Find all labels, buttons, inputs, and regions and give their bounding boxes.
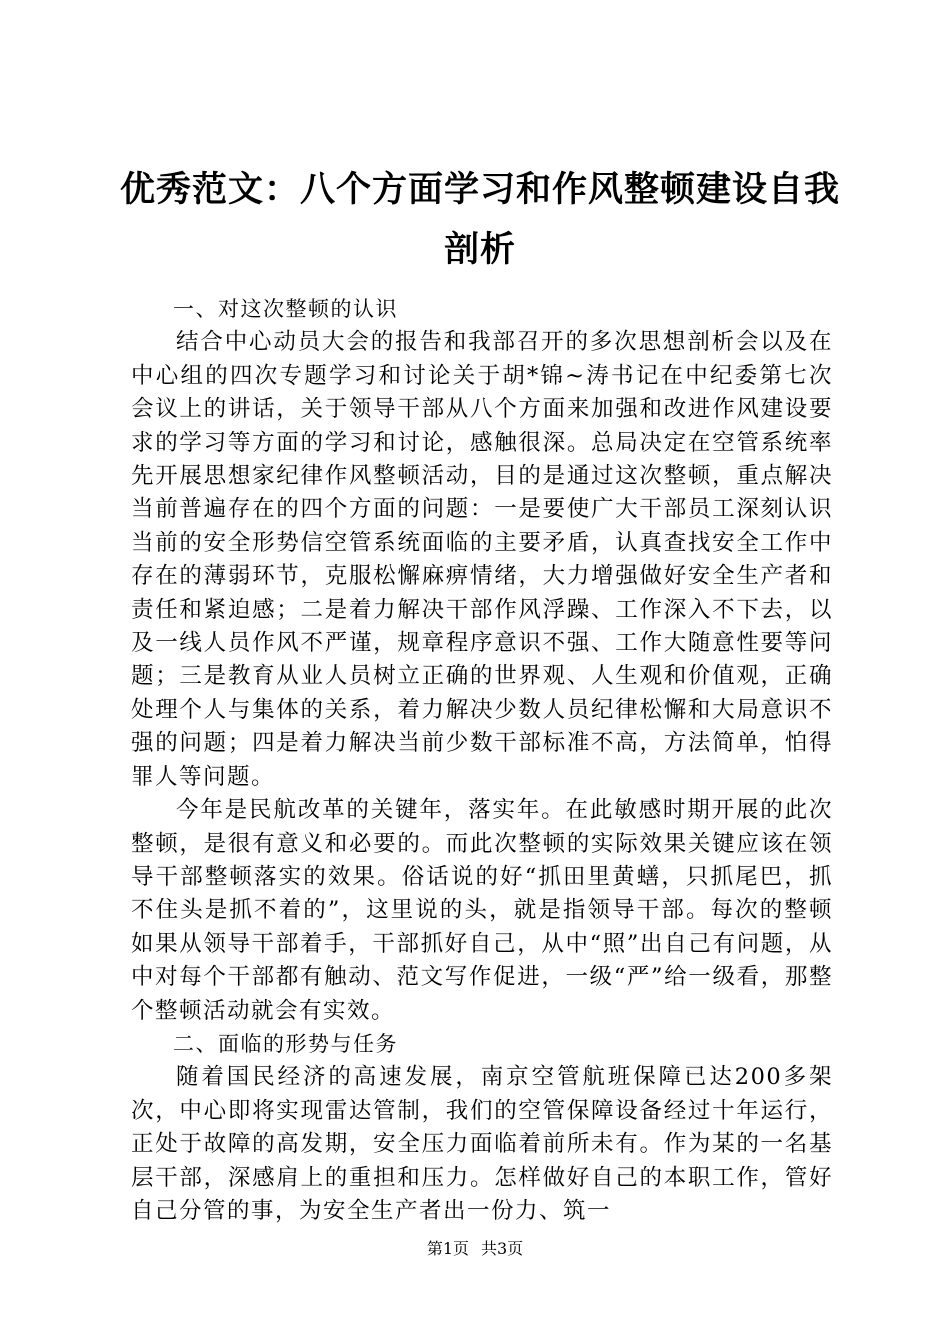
section-heading: 一、对这次整顿的认识 bbox=[173, 297, 398, 321]
section-heading: 二、面临的形势与任务 bbox=[173, 1031, 398, 1056]
body-paragraph: 随着国民经济的高速发展，南京空管航班保障已达200多架次，中心即将实现雷达管制，我们的空管保障设备经过十年运行，正处于故障的高发期，安全压力面临着前所未有。作为某的一名基层干部，深感肩上的重担和压力。怎样做好自己的本职工作，管好自己分管的事，为安全生产者出一份力、筑一 bbox=[131, 1064, 833, 1224]
document-body bbox=[131, 293, 833, 1228]
body-paragraph: 今年是民航改革的关键年，落实年。在此敏感时期开展的此次整顿，是很有意义和必要的。而此次整顿的实际效果关键应该在领导干部整顿落实的效果。俗话说的好“抓田里黄蟮，只抓尾巴，抓不住头是抓不着的”，这里说的头，就是指领导干部。每次的整顿如果从领导干部着手，干部抓好自己，从中“照”出自己有问题，从中对每个干部都有触动、范文写作促进，一级“严”给一级看，那整个整顿活动就会有实效。 bbox=[131, 797, 833, 1024]
page-total: 共3页 bbox=[481, 1239, 524, 1258]
document-title: 优秀范文：八个方面学习和作风整顿建设自我剖析 bbox=[120, 169, 841, 270]
page-footer bbox=[0, 1238, 950, 1260]
page-number: 第1页 bbox=[426, 1239, 469, 1258]
body-paragraph: 结合中心动员大会的报告和我部召开的多次思想剖析会以及在中心组的四次专题学习和讨论关于胡*锦~涛书记在中纪委第七次会议上的讲话，关于领导干部从八个方面来加强和改进作风建设要求的学习等方面的学习和讨论，感触很深。总局决定在空管系统率先开展思想家纪律作风整顿活动，目的是通过这次整顿，重点解决当前普遍存在的四个方面的问题：一是要使广大干部员工深刻认识当前的安全形势信空管系统面临的主要矛盾，认真查找安全工作中存在的薄弱环节，克服松懈麻痹情绪，大力增强做好安全生产者和责任和紧迫感；二是着力解决干部作风浮躁、工作深入不下去，以及一线人员作风不严谨，规章程序意识不强、工作大随意性要等问题；三是教育从业人员树立正确的世界观、人生观和价值观，正确处理个人与集体的关系，着力解决少数人员纪律松懈和大局意识不强的问题；四是着力解决当前少数干部标准不高，方法简单，怕得罪人等问题。 bbox=[131, 329, 833, 790]
